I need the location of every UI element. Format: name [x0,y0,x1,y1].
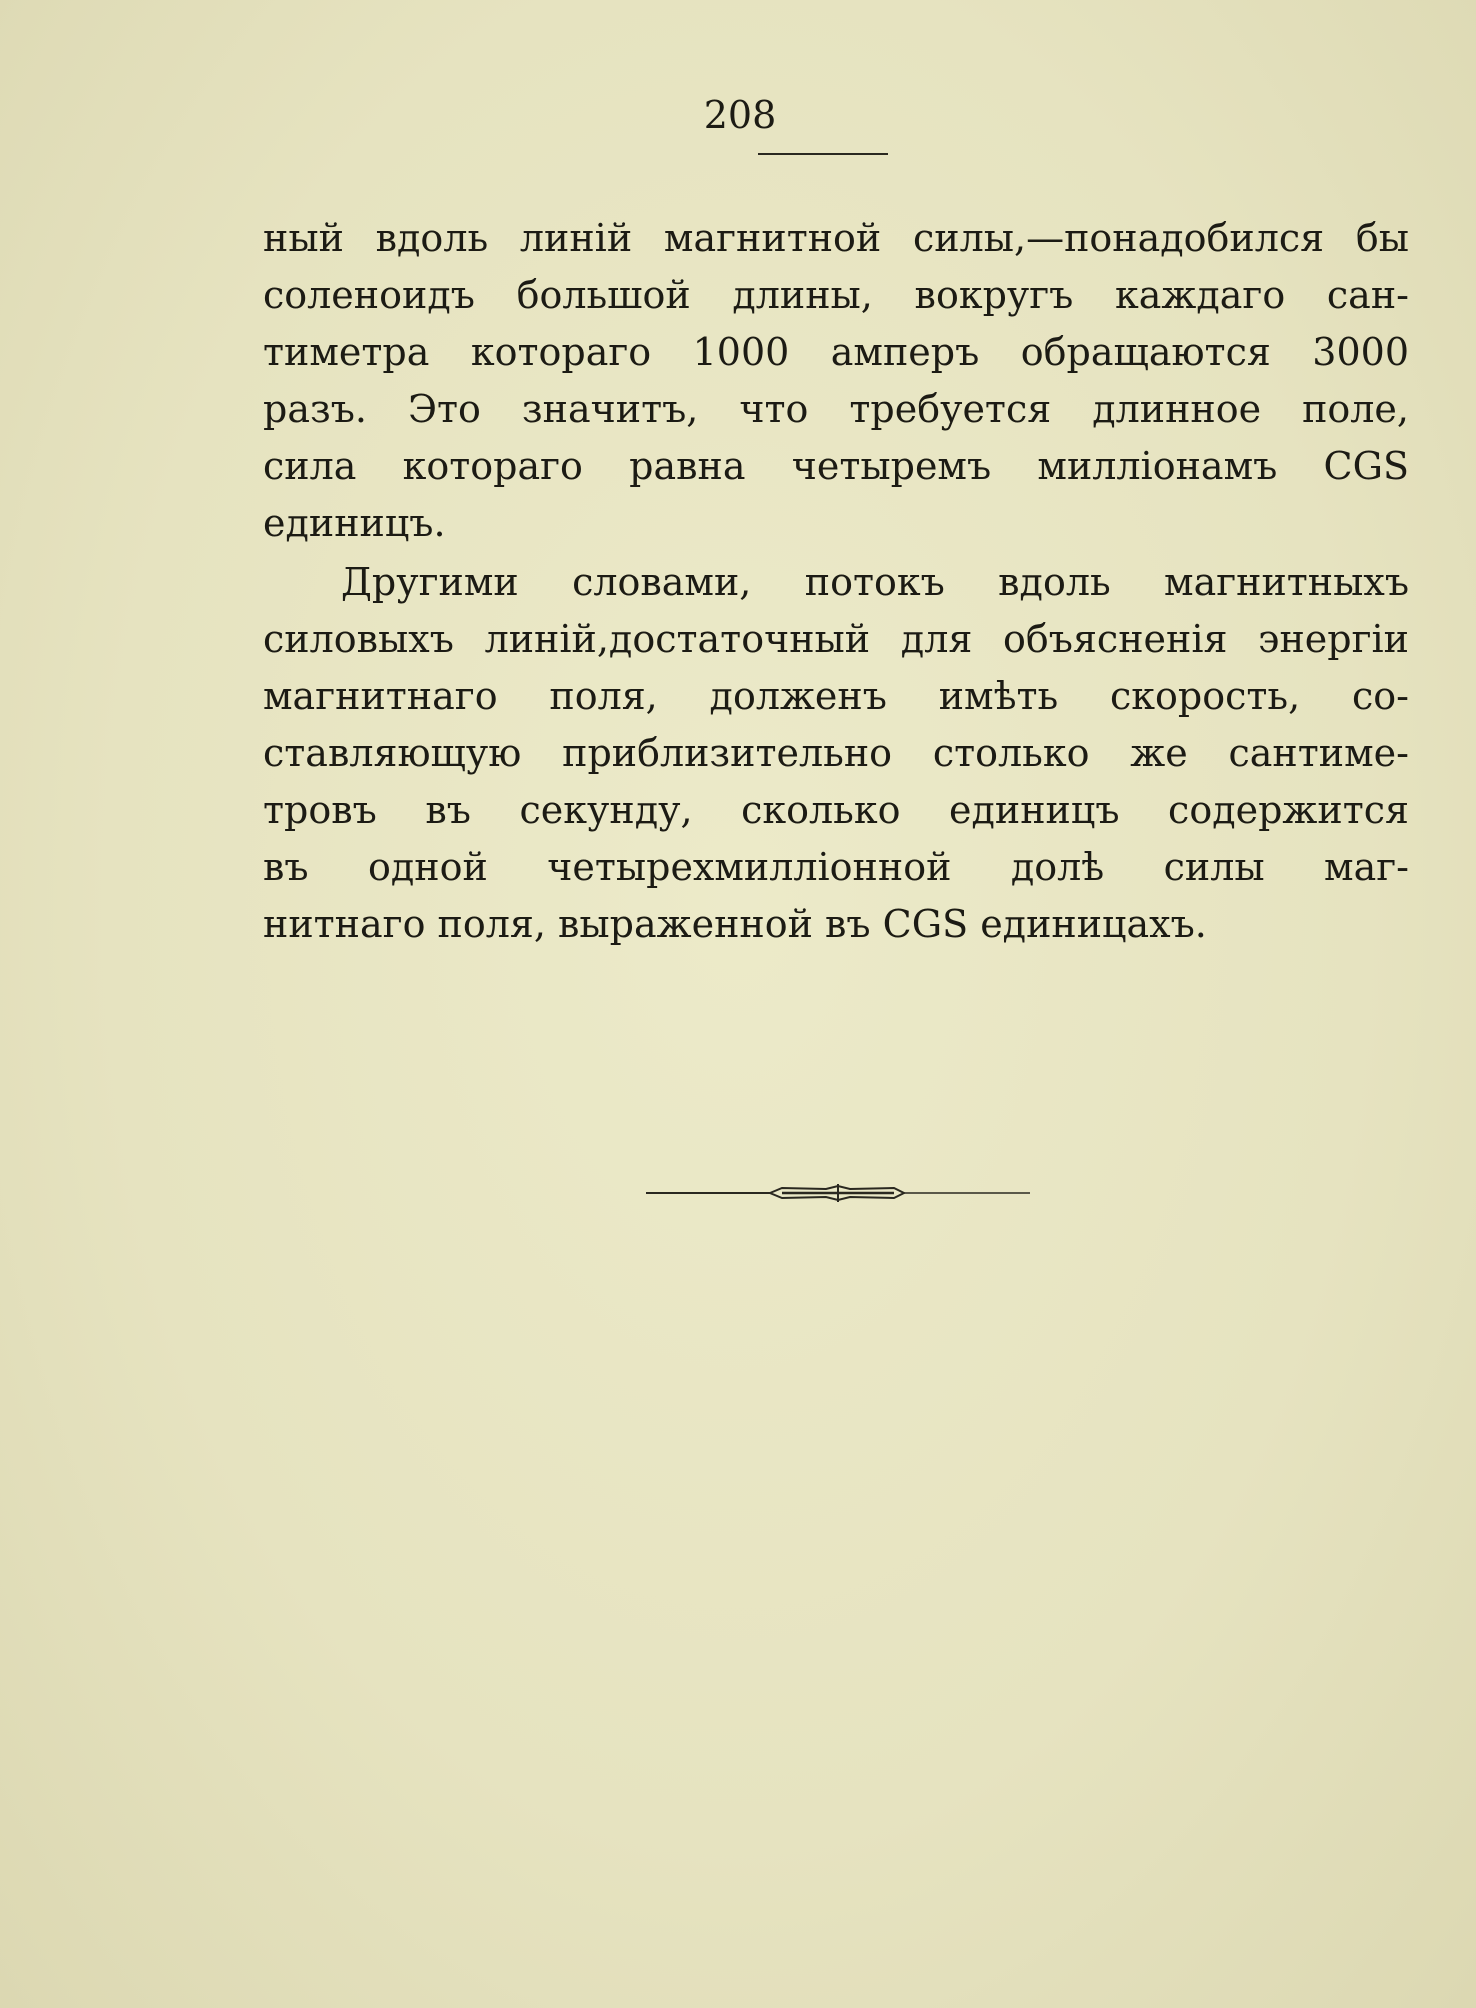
text-line: въ одной четырехмилліонной долѣ силы маг- [263,845,1409,889]
text-line: ный вдоль линій магнитной силы,—понадобился бы [263,216,1409,260]
text-line: единицъ. [263,501,446,545]
page-number: 208 [703,93,777,137]
body-text [263,210,1409,953]
text-line: нитнаго поля, выраженной въ CGS единицахъ. [263,902,1207,946]
text-line: магнитнаго поля, долженъ имѣть скорость, со- [263,674,1409,718]
paragraph-1 [263,210,1409,552]
text-line: разъ. Это значитъ, что требуется длинное поле, [263,387,1409,431]
page-number-rule [758,153,888,155]
paragraph-2 [263,554,1409,953]
text-line: соленоидъ большой длины, вокругъ каждаго сан- [263,273,1409,317]
end-ornament-icon [646,1178,1030,1208]
text-line: Другими словами, потокъ вдоль магнитныхъ [341,560,1409,604]
text-line: силовыхъ линій,достаточный для объясненія энергіи [263,617,1409,661]
text-line: тровъ въ секунду, сколько единицъ содержится [263,788,1409,832]
text-line: тиметра котораго 1000 амперъ обращаются 3000 [263,330,1409,374]
text-line: сила котораго равна четыремъ милліонамъ CGS [263,444,1409,488]
text-line: ставляющую приблизительно столько же сантиме- [263,731,1409,775]
